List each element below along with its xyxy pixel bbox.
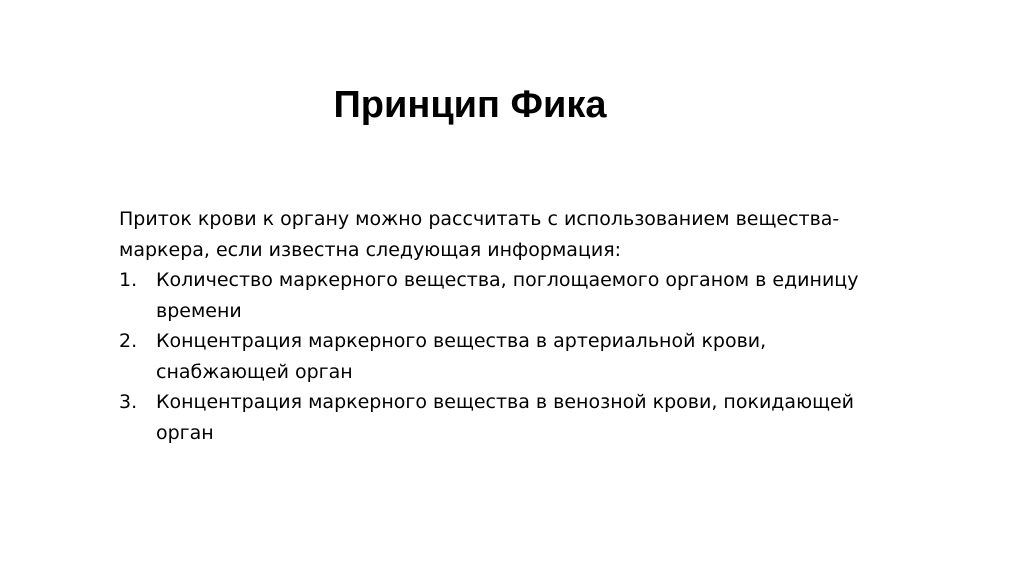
intro-paragraph: Приток крови к органу можно рассчитать с использованием вещества-маркера, если известна следующая информация: — [119, 208, 840, 261]
list-item-number: 2. — [119, 330, 138, 352]
list-item-text: Концентрация маркерного вещества в венозной крови, покидающей орган — [156, 391, 854, 444]
requirements-list — [119, 265, 859, 448]
list-item — [119, 387, 859, 448]
list-item — [119, 265, 859, 326]
slide-body — [119, 204, 859, 448]
slide-title: Принцип Фика — [333, 84, 607, 126]
list-item-number: 1. — [119, 269, 138, 291]
list-item-number: 3. — [119, 391, 138, 413]
list-item-text: Количество маркерного вещества, поглощаемого органом в единицу времени — [156, 269, 859, 322]
list-item-text: Концентрация маркерного вещества в артериальной крови, снабжающей орган — [156, 330, 767, 383]
list-item — [119, 326, 859, 387]
